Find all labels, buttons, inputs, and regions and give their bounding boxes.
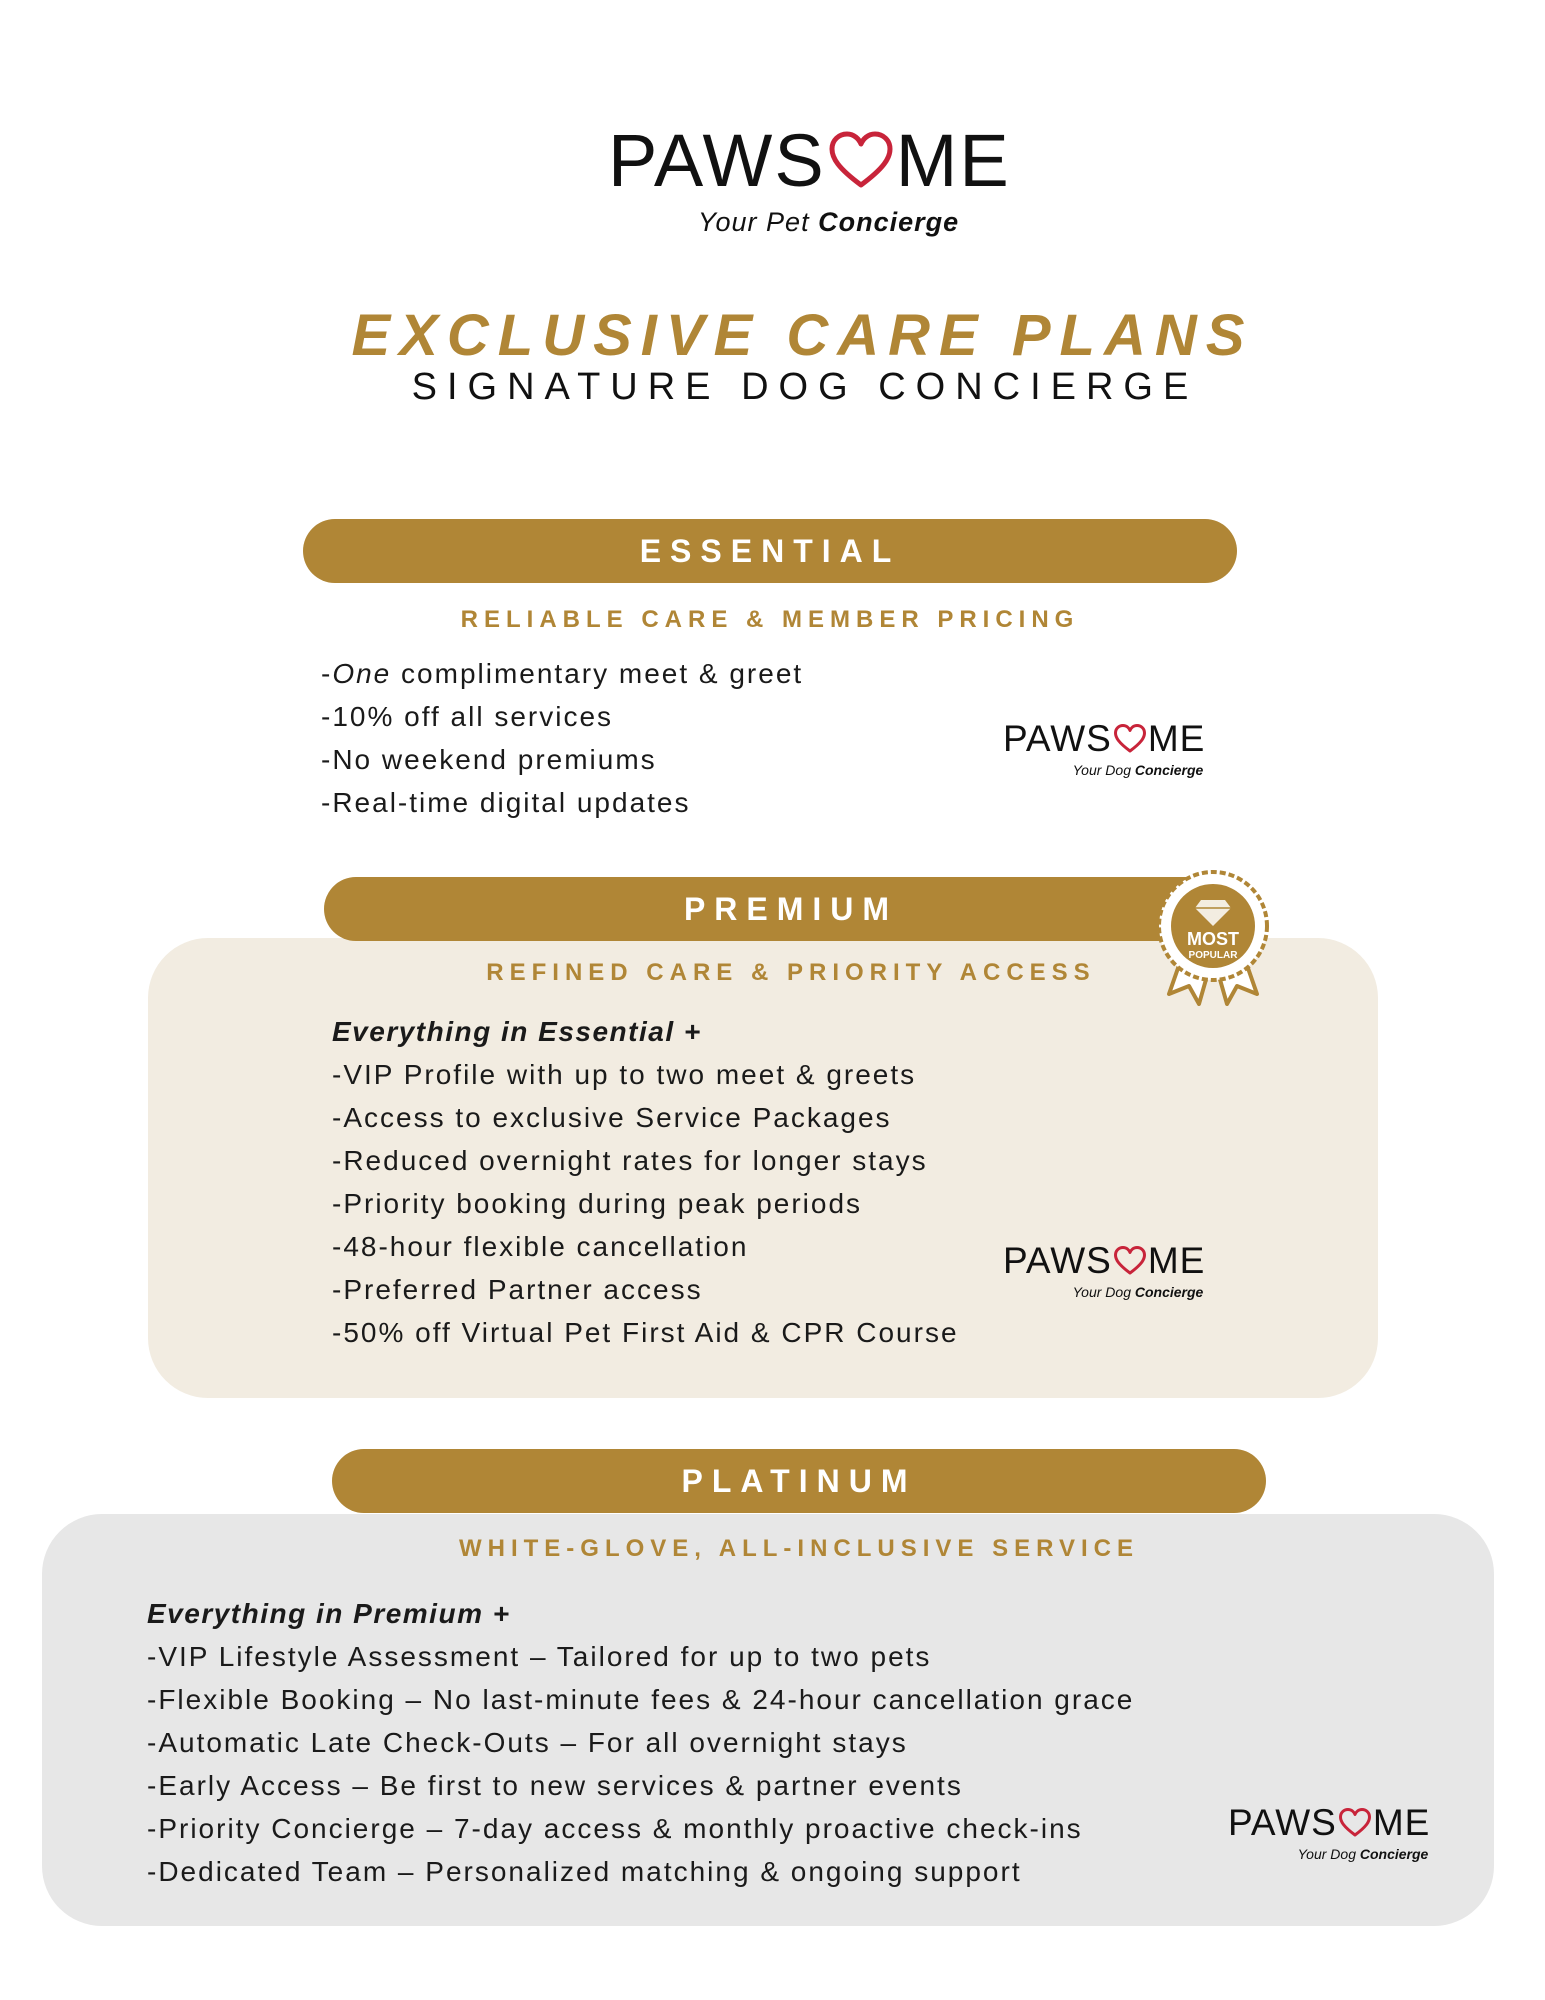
mini-logo-tag-prefix: Your Dog (1072, 1284, 1131, 1300)
premium-mini-logo (1003, 1240, 1205, 1300)
platinum-plan-header (332, 1449, 1266, 1513)
mini-logo-tag (1298, 1846, 1429, 1862)
mini-logo-left: PAWS (1003, 1240, 1112, 1281)
mini-logo-tag-bold: Concierge (1134, 1284, 1204, 1300)
mini-logo-wordmark (1003, 718, 1205, 760)
platinum-mini-logo (1228, 1802, 1430, 1862)
essential-tagline: RELIABLE CARE & MEMBER PRICING (460, 606, 1080, 633)
mini-logo-tag (1073, 1284, 1204, 1300)
list-item-italic: One (332, 658, 392, 689)
brand-name-right: ME (895, 119, 1011, 202)
mini-logo-tag-prefix: Your Dog (1072, 762, 1131, 778)
list-item: -Automatic Late Check-Outs – For all overnight stays (147, 1727, 908, 1758)
mini-logo-right: ME (1147, 1240, 1206, 1281)
platinum-plan-name: PLATINUM (681, 1462, 917, 1499)
badge-text-most: MOST (1187, 929, 1239, 949)
list-item: -Flexible Booking – No last-minute fees & 24-hour cancellation grace (147, 1684, 1135, 1715)
page-subtitle: SIGNATURE DOG CONCIERGE (411, 366, 1199, 408)
page-title: EXCLUSIVE CARE PLANS (351, 303, 1254, 368)
list-item: -No weekend premiums (321, 744, 657, 775)
mini-logo-right: ME (1372, 1802, 1431, 1843)
list-item (321, 652, 803, 695)
mini-logo-wordmark (1003, 1240, 1205, 1282)
list-item: -48-hour flexible cancellation (332, 1231, 749, 1262)
mini-logo-tag-bold: Concierge (1359, 1846, 1429, 1862)
brand-logo (608, 118, 1011, 203)
platinum-benefits-list (147, 1592, 1134, 1893)
badge-text-popular: POPULAR (1188, 950, 1238, 961)
essential-benefits-list (321, 652, 803, 824)
premium-benefits-list (332, 1010, 959, 1354)
list-item: -Dedicated Team – Personalized matching & ongoing support (147, 1856, 1022, 1887)
brand-tagline-bold: Concierge (818, 207, 960, 237)
list-lead: Everything in Essential + (332, 1016, 702, 1047)
mini-logo-right: ME (1147, 718, 1206, 759)
mini-logo-wordmark (1228, 1802, 1430, 1844)
essential-plan-name: ESSENTIAL (639, 532, 901, 569)
list-item-rest: complimentary meet & greet (391, 658, 804, 689)
mini-logo-tag-bold: Concierge (1134, 762, 1204, 778)
brand-tagline (698, 207, 959, 238)
heart-icon (1338, 1808, 1372, 1838)
list-item: -VIP Profile with up to two meet & greets (332, 1059, 917, 1090)
premium-plan-name: PREMIUM (683, 890, 899, 927)
list-item: -Priority booking during peak periods (332, 1188, 863, 1219)
platinum-tagline: WHITE-GLOVE, ALL-INCLUSIVE SERVICE (458, 1535, 1140, 1562)
list-item: -Priority Concierge – 7-day access & monthly proactive check-ins (147, 1813, 1083, 1844)
essential-plan-header (303, 519, 1237, 583)
mini-logo-left: PAWS (1228, 1802, 1337, 1843)
heart-icon (828, 131, 894, 191)
list-item: -10% off all services (321, 701, 614, 732)
list-lead: Everything in Premium + (147, 1598, 511, 1629)
list-item-prefix: - (321, 658, 333, 689)
brand-tagline-prefix: Your Pet (698, 207, 810, 237)
heart-icon (1113, 724, 1147, 754)
list-item: -Access to exclusive Service Packages (332, 1102, 892, 1133)
brand-wordmark (608, 118, 1011, 203)
mini-logo-left: PAWS (1003, 718, 1112, 759)
list-item: -Real-time digital updates (321, 787, 691, 818)
list-item: -VIP Lifestyle Assessment – Tailored for up to two pets (147, 1641, 932, 1672)
mini-logo-tag (1073, 762, 1204, 778)
heart-icon (1113, 1246, 1147, 1276)
list-item: -Reduced overnight rates for longer stays (332, 1145, 928, 1176)
premium-plan-header (324, 877, 1258, 941)
essential-mini-logo (1003, 718, 1205, 778)
mini-logo-tag-prefix: Your Dog (1297, 1846, 1356, 1862)
list-item: -Early Access – Be first to new services & partner events (147, 1770, 963, 1801)
brand-name-left: PAWS (608, 119, 826, 202)
premium-tagline: REFINED CARE & PRIORITY ACCESS (486, 959, 1096, 986)
list-item: -Preferred Partner access (332, 1274, 703, 1305)
list-item: -50% off Virtual Pet First Aid & CPR Course (332, 1317, 959, 1348)
